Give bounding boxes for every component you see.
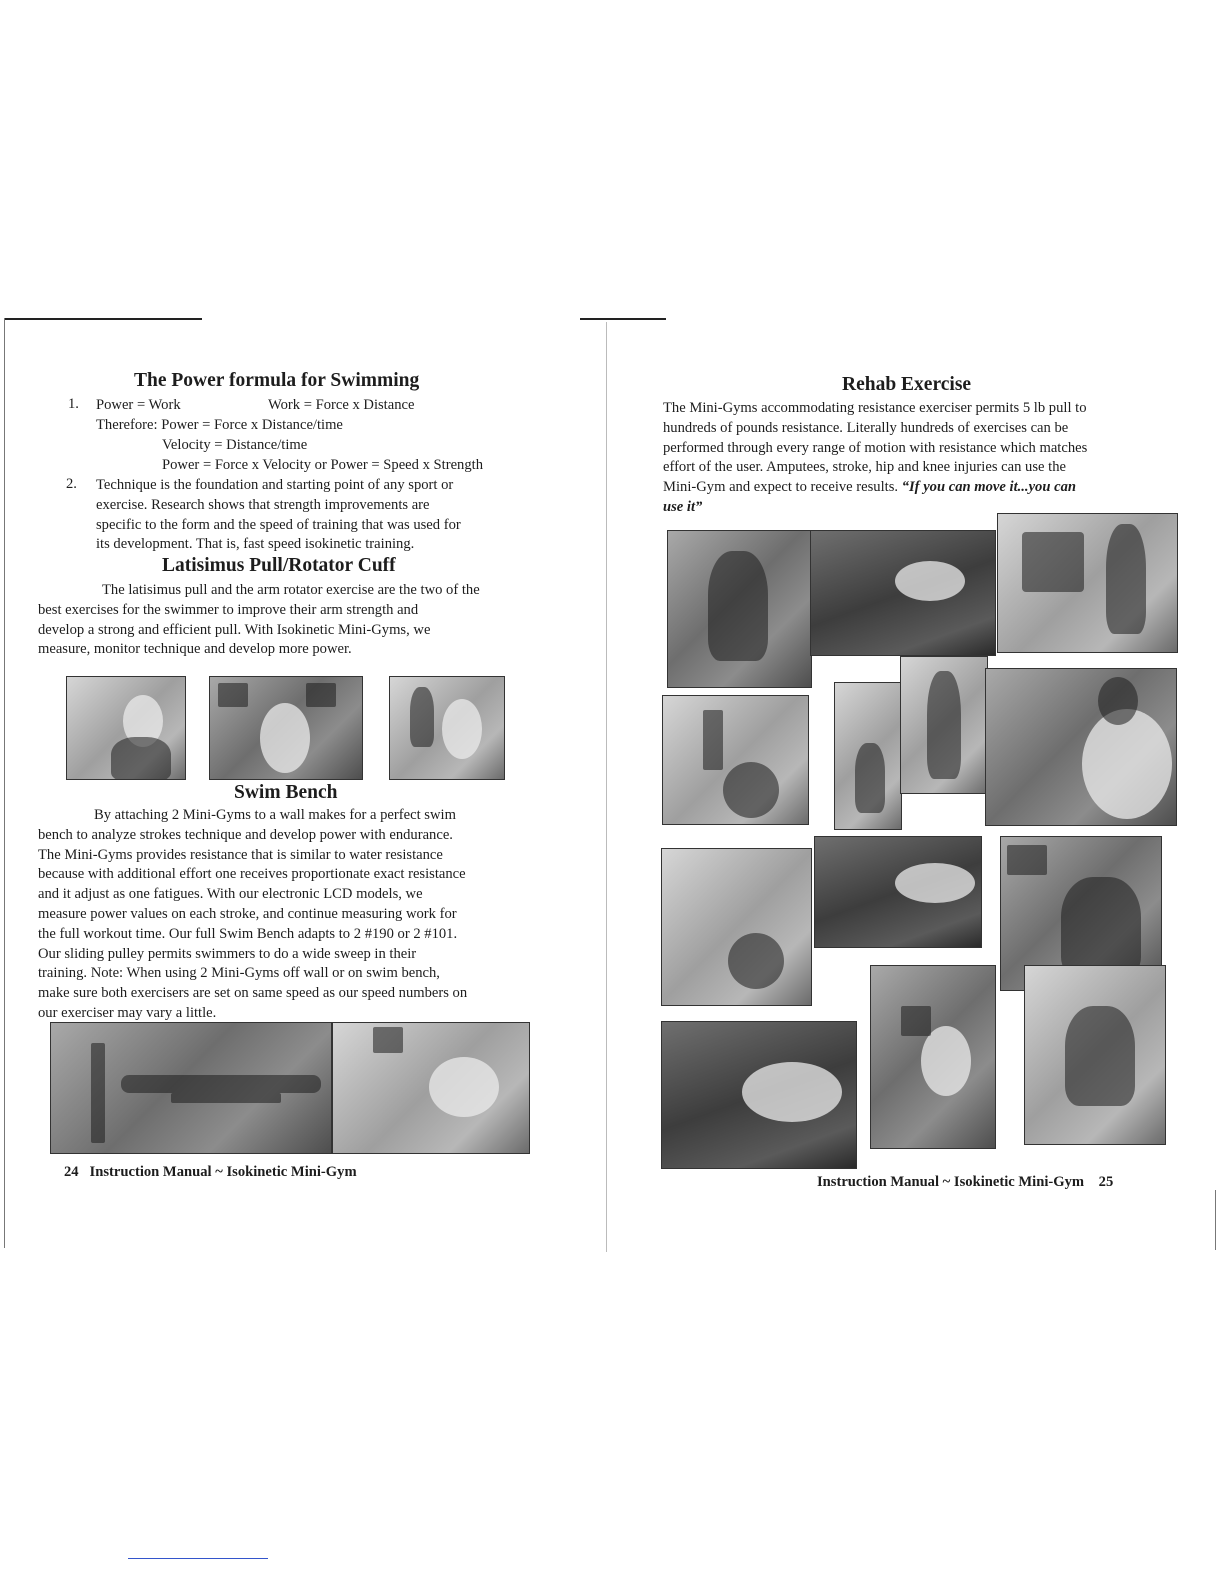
photo-figure	[927, 671, 961, 779]
swim-bench-line: measure power values on each stroke, and continue measuring work for	[38, 905, 457, 922]
photo-figure	[91, 1043, 105, 1143]
item-2-line: its development. That is, fast speed isokinetic training.	[96, 536, 415, 553]
photo-figure	[895, 561, 965, 601]
item-1-number: 1.	[68, 396, 79, 412]
swim-bench-line: The Mini-Gyms provides resistance that is similar to water resistance	[38, 846, 443, 863]
gutter-line	[606, 322, 607, 1252]
photo-figure	[742, 1062, 842, 1122]
swim-bench-photo-1	[50, 1022, 332, 1154]
right-footer-text: Instruction Manual ~ Isokinetic Mini-Gym	[817, 1174, 1085, 1190]
photo-figure	[121, 1075, 321, 1093]
swim-bench-title: Swim Bench	[234, 782, 338, 803]
photo-figure	[171, 1093, 281, 1103]
photo-figure	[901, 1006, 931, 1036]
latisimus-line: measure, monitor technique and develop more power.	[38, 641, 352, 658]
work-equals-force-distance: Work = Force x Distance	[268, 397, 415, 413]
latisimus-line: best exercises for the swimmer to improve their arm strength and	[38, 601, 419, 618]
item-2-line: Technique is the foundation and starting point of any sport or	[96, 477, 454, 493]
rehab-line-5: Mini-Gym and expect to receive results.	[663, 479, 902, 496]
velocity-line: Velocity = Distance/time	[162, 437, 308, 453]
photo-figure	[895, 863, 975, 903]
photo-figure	[1022, 532, 1084, 592]
photo-figure	[260, 703, 310, 773]
latisimus-line: The latisimus pull and the arm rotator exercise are the two of the	[102, 582, 480, 598]
latisimus-paragraph	[38, 581, 480, 660]
photo-figure	[1098, 677, 1138, 725]
swim-bench-line: bench to analyze strokes technique and develop power with endurance.	[38, 826, 453, 843]
rehab-line: The Mini-Gyms accommodating resistance exerciser permits 5 lb pull to	[663, 400, 1087, 416]
swim-bench-photo-2	[332, 1022, 530, 1154]
photo-figure	[1007, 845, 1047, 875]
photo-figure	[111, 737, 171, 780]
right-edge-line	[1215, 1190, 1216, 1250]
photo-figure	[703, 710, 723, 770]
rehab-photo-man-rotator	[985, 668, 1177, 826]
photo-figure	[921, 1026, 971, 1096]
photo-figure	[442, 699, 482, 759]
rehab-line: hundreds of pounds resistance. Literally hundreds of exercises can be	[663, 419, 1069, 436]
latisimus-line: develop a strong and efficient pull. With Isokinetic Mini-Gyms, we	[38, 621, 431, 638]
left-edge-line	[4, 318, 5, 1248]
swim-bench-line: and it adjust as one fatigues. With our electronic LCD models, we	[38, 886, 423, 903]
item-2-line: specific to the form and the speed of training that was used for	[96, 516, 461, 533]
swim-bench-line: because with additional effort one receives proportionate exact resistance	[38, 866, 466, 883]
rehab-photo-ankle	[810, 530, 996, 656]
photo-figure	[429, 1057, 499, 1117]
rehab-photo-squat	[1024, 965, 1166, 1145]
right-page-number: 25	[1098, 1174, 1114, 1190]
rehab-photo-seated-man	[870, 965, 996, 1149]
rehab-photo-leg-curl	[814, 836, 982, 948]
photo-figure	[373, 1027, 403, 1053]
rehab-line	[663, 478, 1087, 498]
power-equals-work: Power = Work	[96, 397, 181, 413]
photo-figure	[306, 683, 336, 707]
photo-figure	[708, 551, 768, 661]
power-formula-title: The Power formula for Swimming	[134, 370, 420, 391]
therefore-line: Therefore: Power = Force x Distance/time	[96, 417, 343, 433]
rehab-photo-mini-gym-device	[997, 513, 1178, 653]
rehab-title: Rehab Exercise	[842, 374, 972, 395]
photo-figure	[1082, 709, 1172, 819]
rehab-quote-end: use it”	[663, 498, 703, 515]
item-2-number: 2.	[66, 476, 77, 492]
latisimus-title: Latisimus Pull/Rotator Cuff	[162, 555, 396, 576]
rehab-photo-wheelchair-2	[661, 848, 812, 1006]
swim-bench-line: By attaching 2 Mini-Gyms to a wall makes for a perfect swim	[94, 807, 456, 823]
top-center-rule	[580, 318, 666, 320]
left-footer-text: Instruction Manual ~ Isokinetic Mini-Gym	[89, 1164, 357, 1180]
left-footer	[64, 1164, 357, 1181]
top-left-rule	[4, 318, 202, 320]
power-velocity-line: Power = Force x Velocity or Power = Speed x Strength	[162, 457, 483, 473]
rehab-photo-wheelchair-1	[662, 695, 809, 825]
swim-bench-line: make sure both exercisers are set on same speed as our speed numbers on	[38, 985, 468, 1002]
swim-bench-line: our exerciser may vary a little.	[38, 1004, 217, 1021]
photo-figure	[1106, 524, 1146, 634]
rehab-quote: “If you can move it...you can	[901, 479, 1077, 496]
photo-figure	[855, 743, 885, 813]
rehab-paragraph	[663, 399, 1087, 518]
swim-bench-paragraph	[38, 806, 467, 1024]
swim-bench-line: Our sliding pulley permits swimmers to do a wide sweep in their	[38, 945, 417, 962]
swim-bench-line: training. Note: When using 2 Mini-Gyms off wall or on swim bench,	[38, 965, 440, 982]
photo-figure	[218, 683, 248, 707]
photo-figure	[1061, 877, 1141, 977]
photo-figure	[410, 687, 434, 747]
latisimus-photo-3	[389, 676, 505, 780]
rehab-photo-leg-press	[667, 530, 812, 688]
bottom-blue-line	[128, 1558, 268, 1559]
rehab-photo-arm-cast	[661, 1021, 857, 1169]
rehab-line: effort of the user. Amputees, stroke, hip and knee injuries can use the	[663, 459, 1066, 476]
rehab-photo-standing-woman	[900, 656, 988, 794]
left-page-number: 24	[64, 1164, 79, 1180]
latisimus-photo-1	[66, 676, 186, 780]
photo-figure	[728, 933, 784, 989]
rehab-line: performed through every range of motion with resistance which matches	[663, 439, 1088, 456]
photo-figure	[723, 762, 779, 818]
swim-bench-line: the full workout time. Our full Swim Bench adapts to 2 #190 or 2 #101.	[38, 925, 458, 942]
rehab-photo-girl-exercise	[834, 682, 902, 830]
right-footer	[817, 1174, 1113, 1191]
latisimus-photo-2	[209, 676, 363, 780]
photo-figure	[1065, 1006, 1135, 1106]
item-2-text	[96, 476, 461, 555]
item-2-line: exercise. Research shows that strength improvements are	[96, 496, 430, 513]
